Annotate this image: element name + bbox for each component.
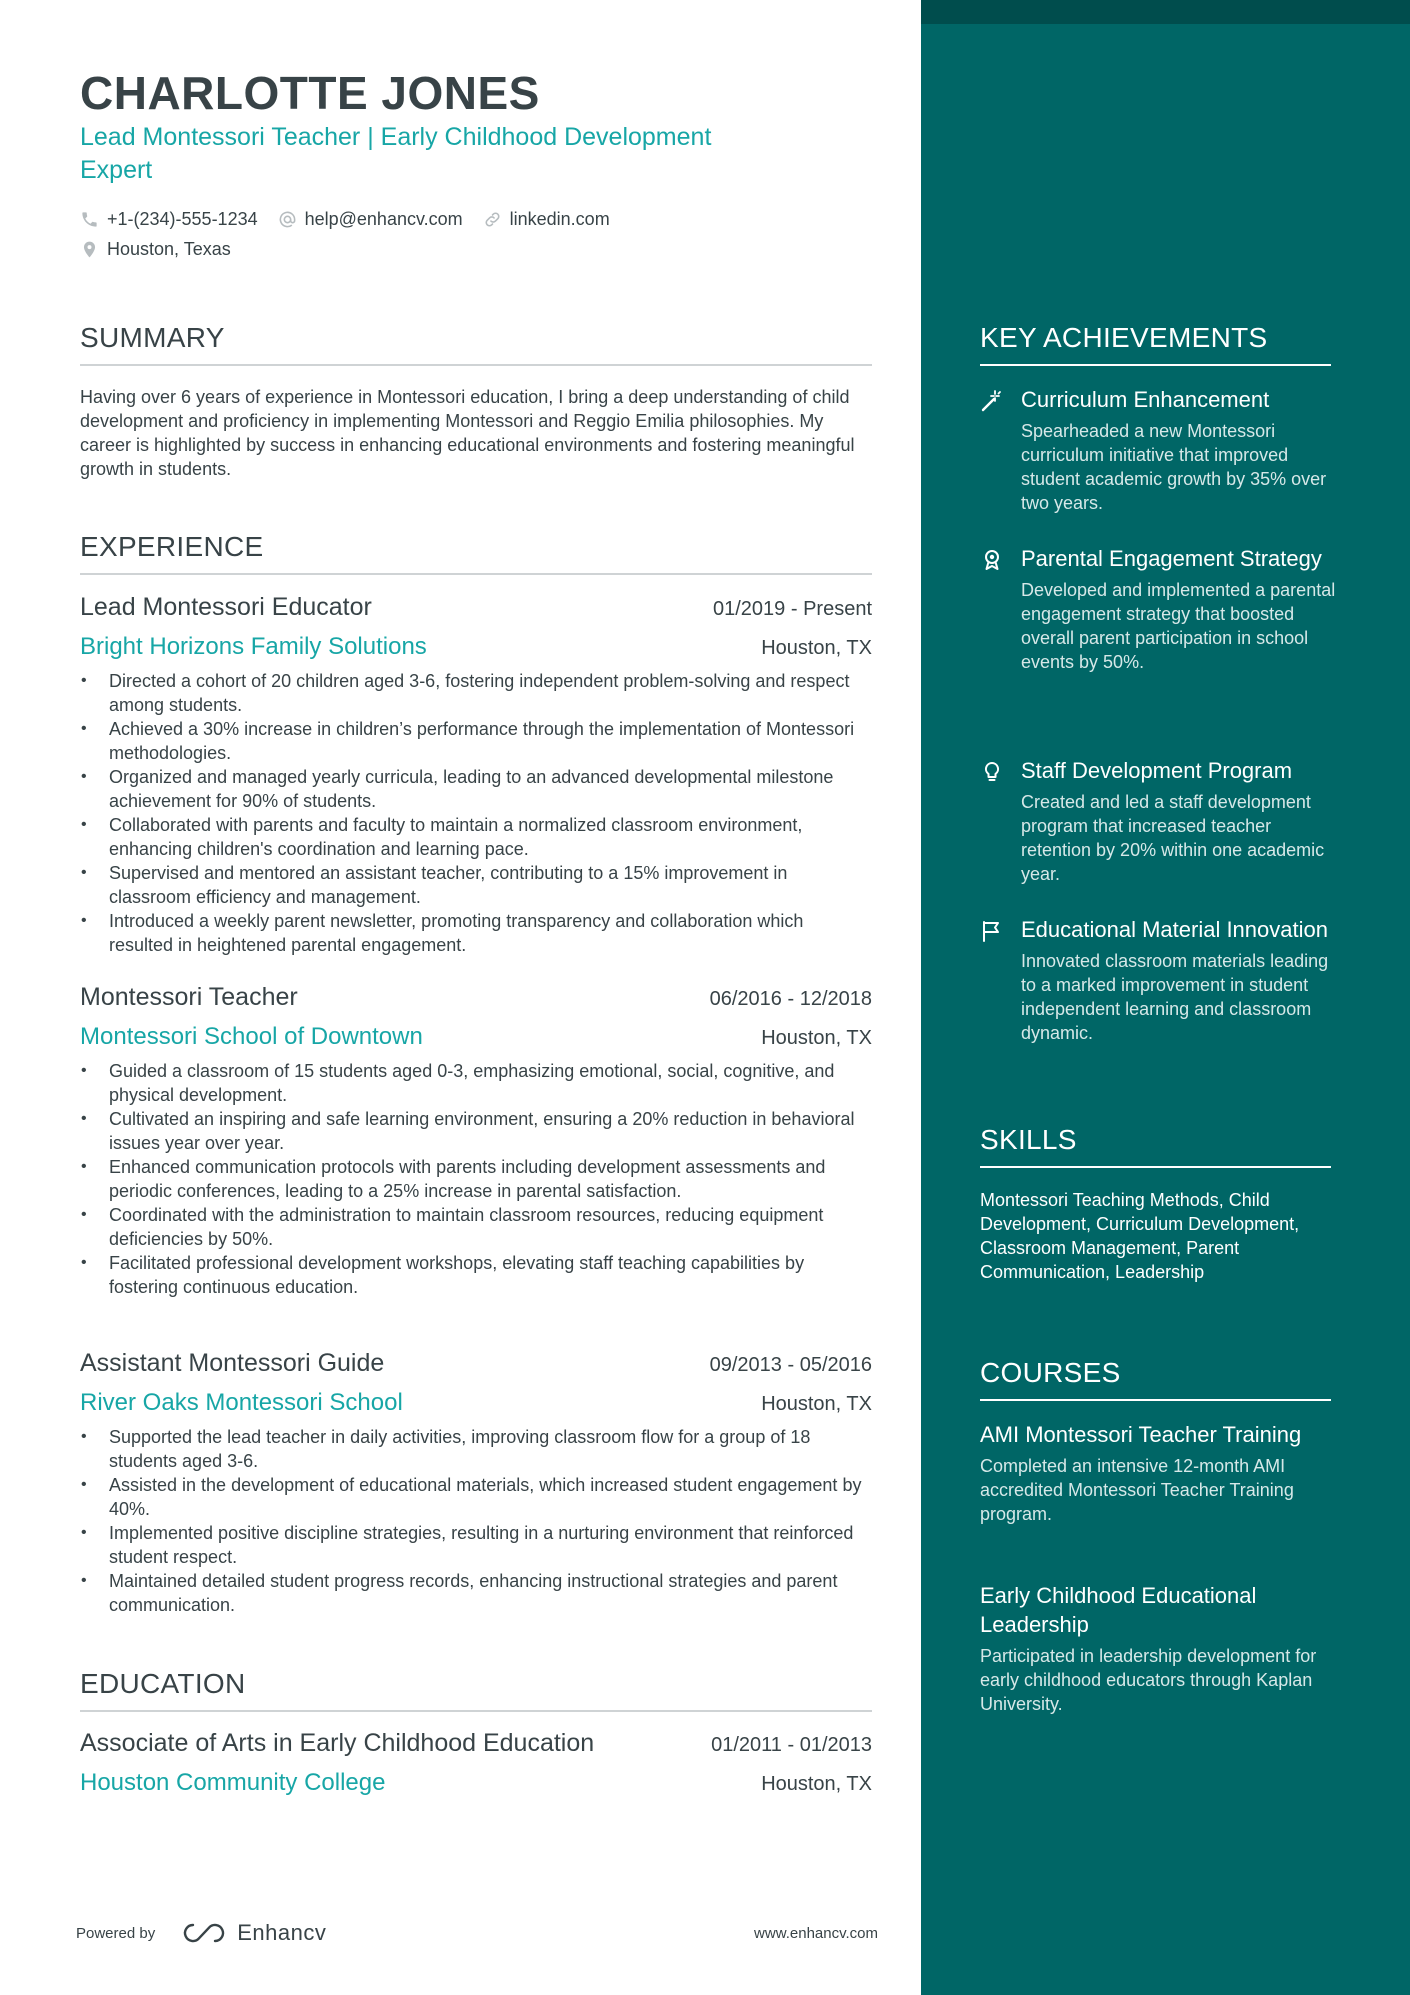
contact-info xyxy=(80,205,872,265)
enhancv-logo-icon xyxy=(181,1921,227,1945)
job-bullet: • Organized and managed yearly curricula, leading to an advanced developmental milestone achievement for 90% of students. xyxy=(80,765,872,813)
headline-line-2: Expert xyxy=(80,156,153,184)
education-header xyxy=(80,1729,872,1763)
job-bullet: • Guided a classroom of 15 students aged 0-3, emphasizing emotional, social, cognitive, and physical development. xyxy=(80,1059,872,1107)
headline-line-1: Lead Montessori Teacher | Early Childhood Development xyxy=(80,123,712,151)
at-icon xyxy=(278,210,297,229)
phone-contact[interactable] xyxy=(80,209,258,230)
job-company: River Oaks Montessori School xyxy=(80,1389,403,1416)
summary-text: Having over 6 years of experience in Montessori education, I bring a deep understanding of child development and proficiency in implementing Montessori and Reggio Emilia philosophies. My career is highlighted by success in enhancing educational environments and fostering meaningful growth in students. xyxy=(80,387,855,479)
job-bullet: • Facilitated professional development workshops, elevating staff teaching capabilities by fostering continuous education. xyxy=(80,1251,872,1299)
job-header xyxy=(80,1349,872,1383)
website-link[interactable]: www.enhancv.com xyxy=(754,1924,878,1942)
job-bullet: • Directed a cohort of 20 children aged 3-6, fostering independent problem-solving and respect among students. xyxy=(80,669,872,717)
job-bullet: • Achieved a 30% increase in children’s performance through the implementation of Montessori methodologies. xyxy=(80,717,872,765)
course-item xyxy=(980,1420,1340,1526)
location-text: Houston, Texas xyxy=(107,238,231,259)
job-subheader xyxy=(80,1389,872,1425)
sidebar xyxy=(921,0,1410,1995)
magic-wand-icon xyxy=(980,389,1004,413)
footer xyxy=(76,1913,878,1953)
job-bullet: • Assisted in the development of educational materials, which increased student engagement by 40%. xyxy=(80,1473,872,1521)
job-company: Montessori School of Downtown xyxy=(80,1023,423,1050)
candidate-name: CHARLOTTE JONES xyxy=(80,67,540,119)
achievement-item xyxy=(980,544,1340,674)
job-date: 06/2016 - 12/2018 xyxy=(709,988,872,1010)
job-bullet: • Coordinated with the administration to maintain classroom resources, reducing equipment deficiencies by 50%. xyxy=(80,1203,872,1251)
job-bullets xyxy=(80,1425,872,1617)
courses-section xyxy=(980,1357,1331,1401)
achievement-title: Educational Material Innovation xyxy=(1021,917,1328,942)
job-bullets xyxy=(80,1059,872,1299)
course-title: AMI Montessori Teacher Training xyxy=(980,1422,1302,1447)
education-date: 01/2011 - 01/2013 xyxy=(711,1734,872,1756)
brand-name: Enhancv xyxy=(237,1920,327,1945)
achievement-item xyxy=(980,756,1340,886)
location-contact xyxy=(80,239,231,260)
skills-text: Montessori Teaching Methods, Child Development, Curriculum Development, Classroom Management, Parent Communication, Leadership xyxy=(980,1190,1300,1282)
achievements-section xyxy=(980,322,1331,366)
location-pin-icon xyxy=(80,240,99,259)
education-heading: EDUCATION xyxy=(80,1668,872,1712)
job-bullet: • Maintained detailed student progress records, enhancing instructional strategies and parent communication. xyxy=(80,1569,872,1617)
headline xyxy=(80,121,872,187)
job-bullet: • Supported the lead teacher in daily activities, improving classroom flow for a group of 18 students aged 3-6. xyxy=(80,1425,872,1473)
job-title: Montessori Teacher xyxy=(80,983,298,1011)
job-bullet: • Introduced a weekly parent newsletter, promoting transparency and collaboration which resulted in heightened parental engagement. xyxy=(80,909,872,957)
job-company: Bright Horizons Family Solutions xyxy=(80,633,427,660)
contact-row-1 xyxy=(80,205,872,233)
education-subheader xyxy=(80,1769,872,1805)
achievement-title: Curriculum Enhancement xyxy=(1021,387,1270,412)
achievement-desc: Created and led a staff development program that increased teacher retention by 20% within one academic year. xyxy=(1021,792,1325,884)
courses-heading: COURSES xyxy=(980,1357,1331,1401)
degree-title: Associate of Arts in Early Childhood Education xyxy=(80,1729,595,1757)
linkedin-text: linkedin.com xyxy=(509,208,610,229)
job-header xyxy=(80,983,872,1017)
summary-heading: SUMMARY xyxy=(80,322,872,366)
flag-icon xyxy=(980,919,1004,943)
skills-section xyxy=(980,1124,1331,1168)
job-bullet: • Collaborated with parents and faculty to maintain a normalized classroom environment, enhancing children's coordination and learning pace. xyxy=(80,813,872,861)
achievements-heading: KEY ACHIEVEMENTS xyxy=(980,322,1331,366)
phone-icon xyxy=(80,210,99,229)
phone-text: +1-(234)-555-1234 xyxy=(107,208,258,229)
course-item xyxy=(980,1581,1340,1716)
linkedin-contact[interactable] xyxy=(483,209,610,230)
achievement-title: Staff Development Program xyxy=(1021,758,1293,783)
powered-by-label: Powered by xyxy=(76,1924,156,1942)
job-entry xyxy=(80,983,872,1299)
job-location: Houston, TX xyxy=(761,1393,872,1415)
course-desc: Participated in leadership development for early childhood educators through Kaplan University. xyxy=(980,1646,1317,1714)
job-title: Lead Montessori Educator xyxy=(80,593,372,621)
job-bullet: • Enhanced communication protocols with parents including development assessments and periodic conferences, leading to a 25% increase in parental satisfaction. xyxy=(80,1155,872,1203)
job-location: Houston, TX xyxy=(761,1027,872,1049)
school-name: Houston Community College xyxy=(80,1769,386,1796)
email-contact[interactable] xyxy=(278,209,463,230)
sidebar-top-band xyxy=(921,0,1410,24)
job-entry xyxy=(80,593,872,957)
award-icon xyxy=(980,548,1004,572)
job-header xyxy=(80,593,872,627)
experience-heading: EXPERIENCE xyxy=(80,531,872,575)
education-entry xyxy=(80,1729,872,1805)
job-subheader xyxy=(80,1023,872,1059)
achievement-desc: Developed and implemented a parental engagement strategy that boosted overall parent participation in school events by 50%. xyxy=(1021,580,1336,672)
powered-by xyxy=(76,1920,326,1946)
achievement-item xyxy=(980,915,1340,1045)
job-date: 01/2019 - Present xyxy=(713,598,872,620)
job-location: Houston, TX xyxy=(761,637,872,659)
job-title: Assistant Montessori Guide xyxy=(80,1349,385,1377)
achievement-item xyxy=(980,385,1340,515)
achievement-title: Parental Engagement Strategy xyxy=(1021,546,1322,571)
skills-heading: SKILLS xyxy=(980,1124,1331,1168)
job-bullet: • Cultivated an inspiring and safe learning environment, ensuring a 20% reduction in behavioral issues year over year. xyxy=(80,1107,872,1155)
job-entry xyxy=(80,1349,872,1617)
lightbulb-icon xyxy=(980,760,1004,784)
job-subheader xyxy=(80,633,872,669)
brand-logo[interactable] xyxy=(181,1920,326,1946)
job-bullet: • Implemented positive discipline strategies, resulting in a nurturing environment that reinforced student respect. xyxy=(80,1521,872,1569)
job-bullet: • Supervised and mentored an assistant teacher, contributing to a 15% improvement in classroom efficiency and management. xyxy=(80,861,872,909)
email-text: help@enhancv.com xyxy=(304,208,463,229)
contact-row-2 xyxy=(80,235,872,263)
course-desc: Completed an intensive 12-month AMI accredited Montessori Teacher Training program. xyxy=(980,1456,1294,1524)
job-date: 09/2013 - 05/2016 xyxy=(709,1354,872,1376)
course-title: Early Childhood Educational Leadership xyxy=(980,1583,1257,1637)
achievement-desc: Innovated classroom materials leading to a marked improvement in student independent learning and classroom dynamic. xyxy=(1021,951,1329,1043)
link-icon xyxy=(483,210,502,229)
achievement-desc: Spearheaded a new Montessori curriculum initiative that improved student academic growth by 35% over two years. xyxy=(1021,421,1327,513)
school-location: Houston, TX xyxy=(761,1773,872,1795)
job-bullets xyxy=(80,669,872,957)
